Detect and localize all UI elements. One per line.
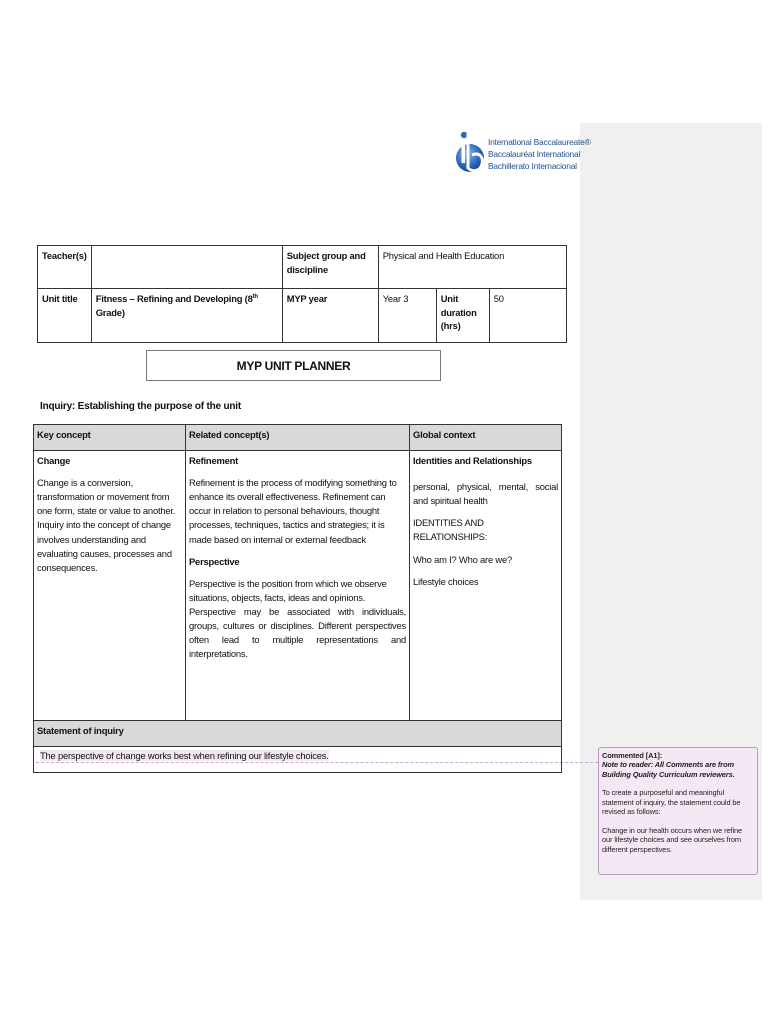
logo-line-3: Bachillerato Internacional	[488, 160, 577, 171]
duration-value: 50	[489, 289, 566, 343]
global-context-text-2: IDENTITIES AND RELATIONSHIPS:	[413, 517, 488, 543]
unit-title-value: Fitness – Refining and Developing (8th Grade)	[91, 289, 282, 343]
comment-paragraph-1: To create a purposeful and meaningful statement of inquiry, the statement could be revised as follows:	[602, 788, 741, 817]
subject-label: Subject group and discipline	[282, 246, 378, 289]
unit-title-label: Unit title	[38, 289, 92, 343]
global-context-cell	[410, 451, 562, 721]
logo-line-1: International Baccalaureate®	[488, 137, 591, 147]
teacher-value	[91, 246, 282, 289]
inquiry-table	[33, 424, 562, 773]
perspective-text-b: Perspective may be associated with individuals, groups, cultures or disciplines. Different perspectives often lead to multiple representations and interpretations.	[189, 605, 406, 660]
inquiry-heading: Inquiry: Establishing the purpose of the unit	[40, 401, 242, 412]
global-context-title: Identities and Relationships	[413, 455, 532, 466]
key-concept-header: Key concept	[34, 425, 186, 451]
statement-of-inquiry-label: Statement of inquiry	[34, 721, 562, 747]
global-context-text-4: Lifestyle choices	[413, 575, 479, 587]
key-concept-cell	[34, 451, 186, 721]
duration-label: Unit duration (hrs)	[436, 289, 489, 343]
comment-note: Note to reader: All Comments are from Building Quality Curriculum reviewers.	[602, 760, 735, 779]
key-concept-title: Change	[37, 455, 71, 466]
refinement-title: Refinement	[189, 455, 239, 466]
unit-info-table	[37, 245, 567, 343]
global-context-text-1: personal, physical, mental, social and spiritual health	[413, 481, 558, 507]
comment-header: Commented [A1]:	[602, 751, 663, 760]
perspective-text-a: Perspective is the position from which we observe situations, objects, facts, ideas and opinions.	[189, 577, 387, 603]
refinement-text: Refinement is the process of modifying something to enhance its overall effectiveness. Refinement can occur in relation to personal behaviours, thought processes, techniques, tactics and strategies; it is made based on internal or external feedback	[189, 477, 397, 545]
global-context-header: Global context	[410, 425, 562, 451]
planner-title: MYP UNIT PLANNER	[146, 350, 441, 381]
statement-of-inquiry-text: The perspective of change works best when refining our lifestyle choices.	[40, 750, 329, 761]
comment-balloon[interactable]	[598, 747, 758, 875]
related-concepts-cell	[186, 451, 410, 721]
logo-line-2: Baccalauréat International	[488, 148, 581, 159]
myp-year-label: MYP year	[282, 289, 378, 343]
statement-of-inquiry-cell	[34, 747, 562, 773]
teacher-label: Teacher(s)	[38, 246, 92, 289]
ib-logo-text	[488, 137, 591, 172]
global-context-text-3: Who am I? Who are we?	[413, 553, 512, 565]
subject-value: Physical and Health Education	[378, 246, 566, 289]
myp-year-value: Year 3	[378, 289, 436, 343]
perspective-title: Perspective	[189, 555, 240, 567]
related-concepts-header: Related concept(s)	[186, 425, 410, 451]
comment-paragraph-2: Change in our health occurs when we refine our lifestyle choices and see ourselves from different perspectives.	[602, 825, 743, 854]
key-concept-text: Change is a conversion, transformation or movement from one form, state or value to another. Inquiry into the concept of change involves understanding and evaluating causes, processes and consequences.	[37, 477, 176, 573]
